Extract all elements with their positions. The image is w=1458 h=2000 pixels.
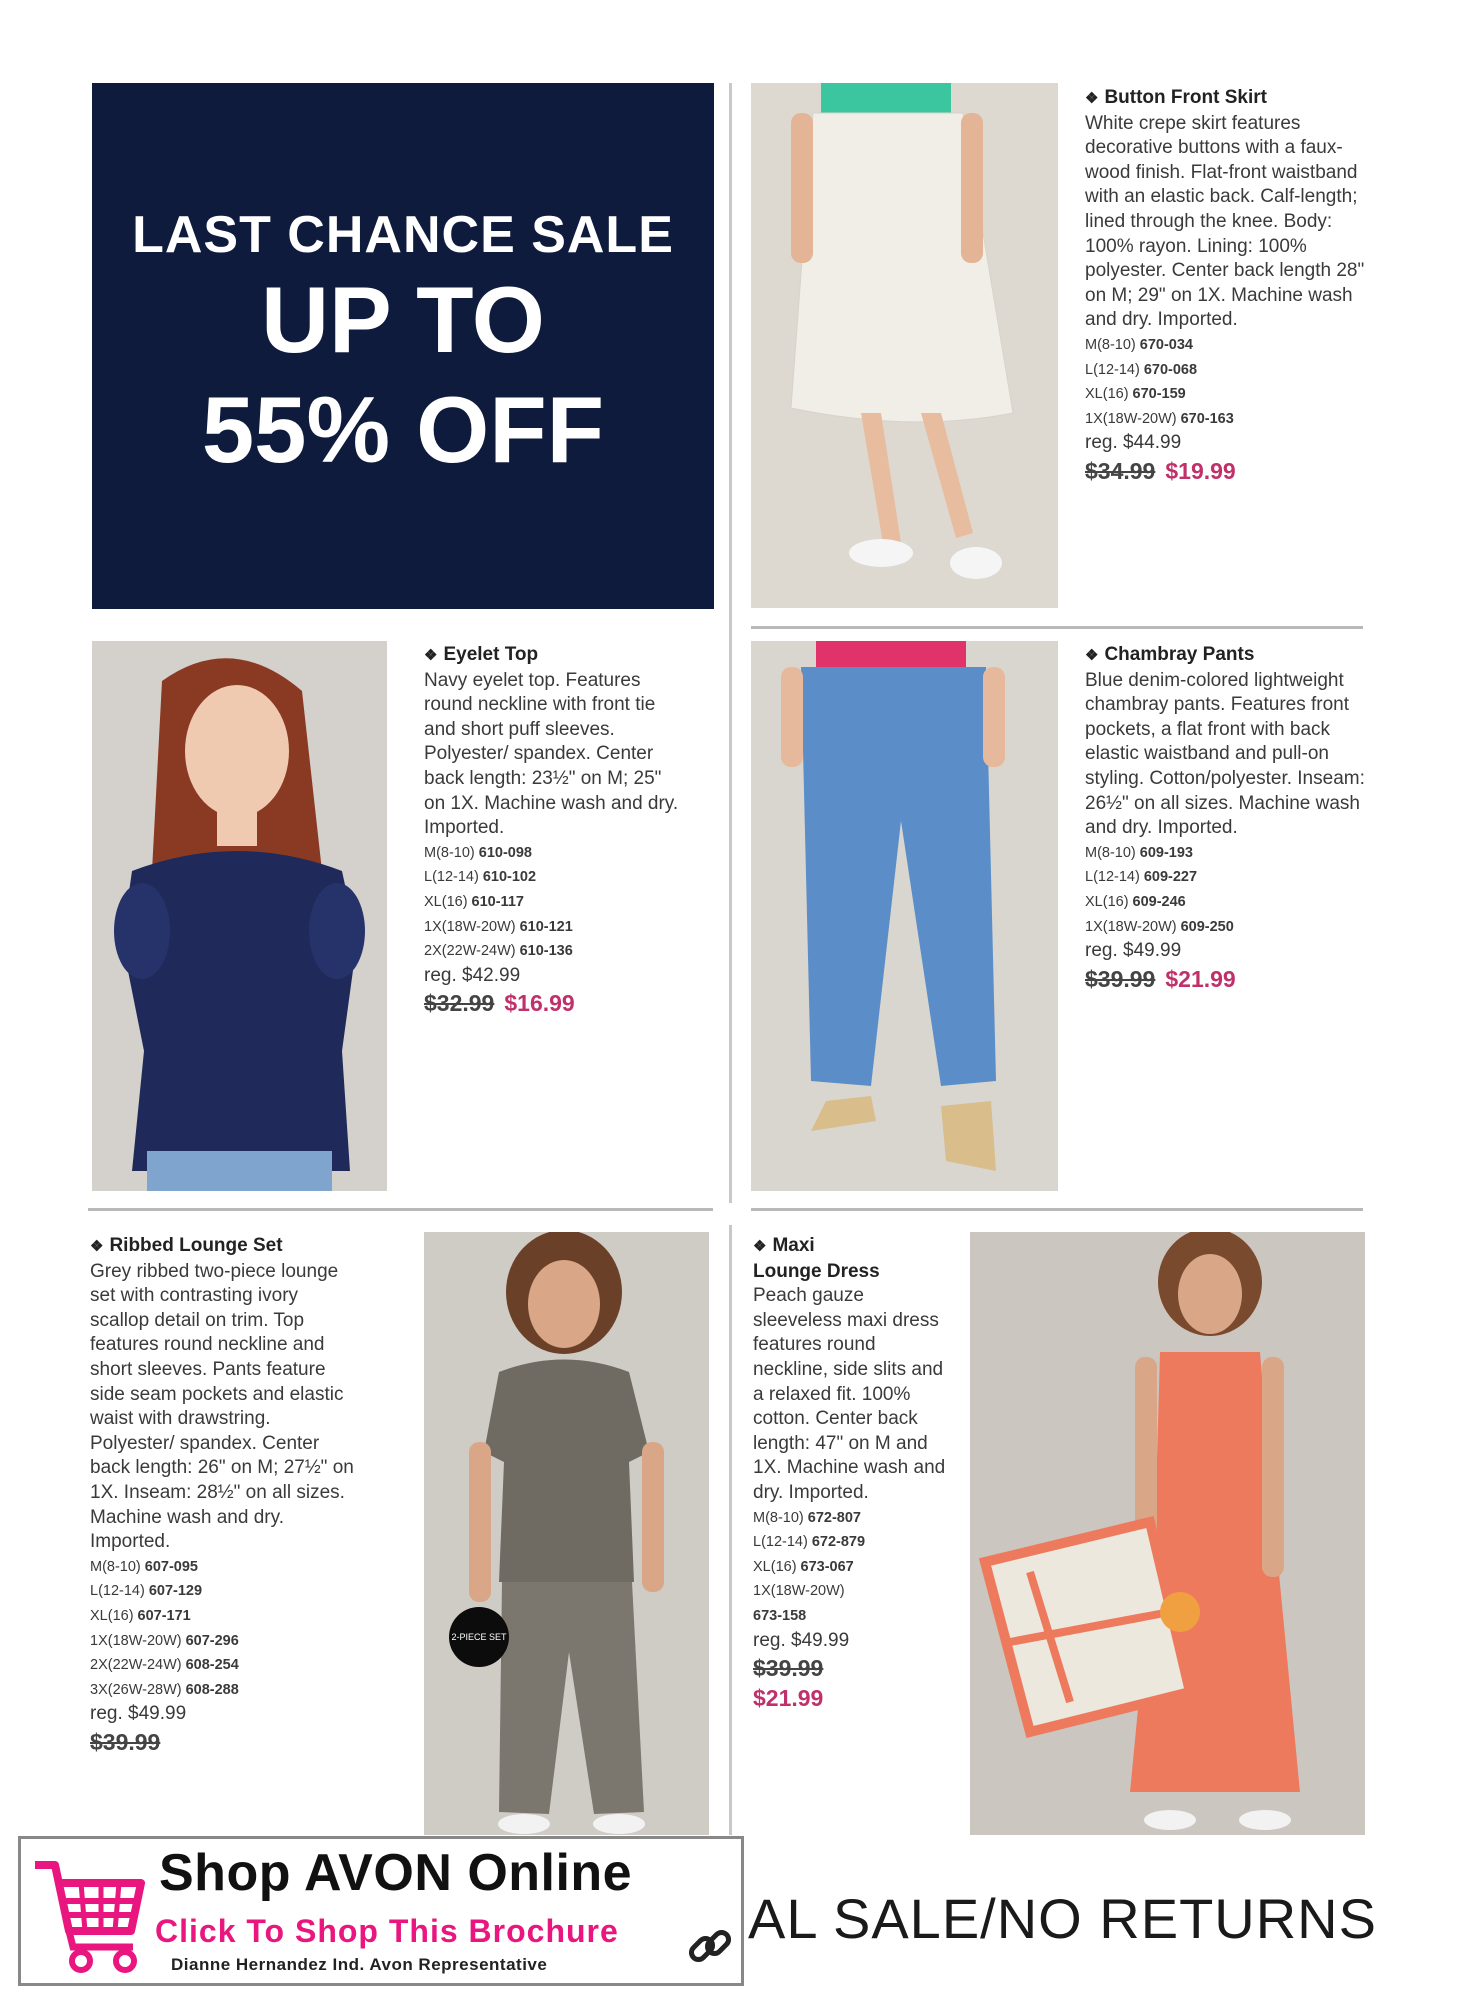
skirt-description: White crepe skirt features decorative buttons with a faux-wood finish. Flat-front waistband with an elastic back. Calf-length; lined through the knee. Body: 100% rayon. Lining: 100% polyester. Center back length 28" on M; 29" on 1X. Machine wash and dry. Imported. bbox=[1085, 112, 1365, 331]
lounge-regular-price: reg. $49.99 bbox=[90, 1703, 187, 1725]
sku-number: 608-288 bbox=[185, 1681, 239, 1698]
row-divider-right-1 bbox=[751, 626, 1363, 629]
size-label: XL(16) bbox=[753, 1558, 797, 1575]
banner-line-2: UP TO bbox=[261, 267, 545, 372]
size-row bbox=[90, 1579, 360, 1604]
chambray-size-list bbox=[1085, 841, 1375, 939]
eyelet-sale-price: $16.99 bbox=[504, 990, 575, 1017]
eyelet-regular-price: reg. $42.99 bbox=[424, 964, 521, 986]
shop-title: Shop AVON Online bbox=[159, 1844, 633, 1902]
lounge-set-photo[interactable] bbox=[424, 1232, 709, 1835]
size-label: 1X(18W-20W) bbox=[1085, 918, 1177, 935]
sku-number: 670-159 bbox=[1132, 386, 1186, 403]
size-row bbox=[1085, 841, 1375, 866]
skirt-regular-price: reg. $44.99 bbox=[1085, 432, 1182, 454]
final-sale-notice: AL SALE/NO RETURNS bbox=[748, 1887, 1377, 1950]
shop-online-box[interactable] bbox=[18, 1836, 744, 1986]
maxi-dress-details bbox=[753, 1234, 953, 1713]
size-label: 1X(18W-20W) bbox=[90, 1632, 182, 1649]
sku-number: 609-246 bbox=[1132, 893, 1186, 910]
size-row bbox=[1085, 865, 1375, 890]
chambray-price-row bbox=[1085, 964, 1375, 994]
sku-number: 607-129 bbox=[148, 1583, 203, 1600]
maxi-title-line-1: Maxi bbox=[772, 1235, 815, 1256]
size-row bbox=[1085, 407, 1375, 432]
lounge-title: Ribbed Lounge Set bbox=[109, 1235, 283, 1256]
row-divider-left bbox=[88, 1208, 713, 1211]
lounge-size-list bbox=[90, 1555, 360, 1703]
chambray-title: Chambray Pants bbox=[1104, 644, 1255, 665]
sku-number: 610-121 bbox=[519, 918, 573, 935]
skirt-details bbox=[1085, 86, 1375, 486]
skirt-title: Button Front Skirt bbox=[1104, 87, 1267, 108]
size-row bbox=[90, 1555, 360, 1580]
size-label: M(8-10) bbox=[424, 844, 475, 861]
size-row bbox=[90, 1604, 360, 1629]
diamond-bullet-icon: ❖ bbox=[90, 1238, 104, 1255]
size-label: L(12-14) bbox=[753, 1534, 808, 1551]
maxi-model-illustration bbox=[970, 1232, 1365, 1835]
banner-line-3: 55% OFF bbox=[201, 377, 605, 482]
sku-number: 673-158 bbox=[753, 1607, 807, 1624]
skirt-price-row bbox=[1085, 456, 1375, 486]
chambray-sale-price: $21.99 bbox=[1165, 965, 1236, 992]
skirt-old-price: $34.99 bbox=[1085, 457, 1156, 484]
size-row bbox=[90, 1629, 360, 1654]
size-row bbox=[424, 939, 684, 964]
sku-number: 672-807 bbox=[807, 1509, 861, 1526]
size-label: XL(16) bbox=[424, 893, 468, 910]
banner-line-1: LAST CHANCE SALE bbox=[132, 206, 674, 264]
maxi-sale-price: $21.99 bbox=[753, 1685, 824, 1712]
shopping-cart-icon bbox=[29, 1851, 149, 1976]
chambray-description: Blue denim-colored lightweight chambray pants. Features front pockets, a flat front with back elastic waistband and pull-on styling. Cotton/polyester. Inseam: 26½" on all sizes. Machine wash and dry. Imported. bbox=[1085, 669, 1365, 839]
sku-number: 607-095 bbox=[144, 1558, 198, 1575]
skirt-title-row bbox=[1085, 86, 1375, 112]
eyelet-size-list bbox=[424, 841, 684, 964]
size-row bbox=[1085, 382, 1375, 407]
maxi-title-line-2: Lounge Dress bbox=[753, 1260, 880, 1282]
size-row bbox=[1085, 358, 1375, 383]
chambray-details bbox=[1085, 643, 1375, 994]
size-row bbox=[424, 915, 684, 940]
eyelet-model-illustration bbox=[92, 641, 387, 1191]
size-label: M(8-10) bbox=[1085, 844, 1136, 861]
sku-number: 673-067 bbox=[800, 1558, 854, 1575]
diamond-bullet-icon: ❖ bbox=[1085, 90, 1099, 107]
eyelet-price-row bbox=[424, 988, 684, 1018]
size-label: 3X(26W-28W) bbox=[90, 1681, 182, 1698]
eyelet-old-price: $32.99 bbox=[424, 990, 495, 1017]
size-row bbox=[753, 1604, 953, 1629]
size-row bbox=[753, 1530, 953, 1555]
size-row bbox=[90, 1678, 360, 1703]
maxi-sale-price-row bbox=[753, 1683, 953, 1713]
maxi-description: Peach gauze sleeveless maxi dress features round neckline, side slits and a relaxed fit. 100% cotton. Center back length: 47" on M and 1X. Machine wash and dry. Imported. bbox=[753, 1285, 946, 1503]
column-divider-lower bbox=[729, 1225, 732, 1835]
size-row bbox=[90, 1653, 360, 1678]
size-label: M(8-10) bbox=[753, 1509, 804, 1526]
sku-number: 670-068 bbox=[1143, 361, 1198, 378]
chambray-old-price: $39.99 bbox=[1085, 965, 1156, 992]
skirt-model-illustration bbox=[751, 83, 1058, 608]
skirt-photo[interactable] bbox=[751, 83, 1058, 608]
size-label: M(8-10) bbox=[1085, 336, 1136, 353]
size-label: L(12-14) bbox=[1085, 361, 1140, 378]
chambray-title-row bbox=[1085, 643, 1375, 669]
size-label: 2X(22W-24W) bbox=[424, 943, 516, 960]
sale-banner bbox=[92, 83, 714, 609]
shop-brochure-link[interactable]: Click To Shop This Brochure bbox=[155, 1913, 619, 1949]
diamond-bullet-icon: ❖ bbox=[753, 1238, 767, 1255]
lounge-set-details bbox=[90, 1234, 360, 1757]
size-row bbox=[424, 890, 684, 915]
row-divider-right-2 bbox=[751, 1208, 1363, 1211]
maxi-regular-price: reg. $49.99 bbox=[753, 1629, 850, 1651]
two-piece-set-badge bbox=[449, 1607, 509, 1667]
size-label: 1X(18W-20W) bbox=[1085, 410, 1177, 427]
diamond-bullet-icon: ❖ bbox=[1085, 647, 1099, 664]
size-row bbox=[424, 841, 684, 866]
size-label: XL(16) bbox=[1085, 386, 1129, 403]
sku-number: 670-034 bbox=[1139, 336, 1193, 353]
eyelet-top-photo[interactable] bbox=[92, 641, 387, 1191]
representative-name: Dianne Hernandez Ind. Avon Representative bbox=[171, 1955, 548, 1974]
size-label: 1X(18W-20W) bbox=[424, 918, 516, 935]
size-row bbox=[753, 1506, 953, 1531]
maxi-old-price: $39.99 bbox=[753, 1655, 824, 1682]
sku-number: 610-098 bbox=[478, 844, 532, 861]
sku-number: 670-163 bbox=[1180, 410, 1234, 427]
sku-number: 610-117 bbox=[471, 893, 524, 910]
chambray-regular-price: reg. $49.99 bbox=[1085, 940, 1182, 962]
size-row bbox=[753, 1555, 953, 1580]
sku-number: 672-879 bbox=[811, 1534, 866, 1551]
lounge-description: Grey ribbed two-piece lounge set with contrasting ivory scallop detail on trim. Top features round neckline and short sleeves. Pants feature side seam pockets and elastic waist with drawstring. Polyester/ spandex. Center back length: 26" on M; 27½" on 1X. Inseam: 28½" on all sizes. Machine wash and dry. Imported. bbox=[90, 1260, 354, 1553]
badge-label: 2-PIECE SET bbox=[451, 1632, 507, 1642]
size-label: 1X(18W-20W) bbox=[753, 1583, 845, 1600]
eyelet-title: Eyelet Top bbox=[443, 644, 539, 665]
size-row bbox=[753, 1579, 953, 1604]
size-row bbox=[1085, 915, 1375, 940]
size-row bbox=[1085, 890, 1375, 915]
size-label: L(12-14) bbox=[424, 869, 479, 886]
diamond-bullet-icon: ❖ bbox=[424, 647, 438, 664]
sku-number: 609-193 bbox=[1139, 844, 1193, 861]
sku-number: 609-227 bbox=[1143, 869, 1198, 886]
lounge-model-illustration bbox=[424, 1232, 709, 1835]
maxi-title-row bbox=[753, 1234, 953, 1260]
size-label: XL(16) bbox=[90, 1607, 134, 1624]
skirt-sale-price: $19.99 bbox=[1165, 457, 1236, 484]
sku-number: 607-171 bbox=[137, 1607, 191, 1624]
eyelet-title-row bbox=[424, 643, 684, 669]
skirt-size-list bbox=[1085, 333, 1375, 431]
size-row bbox=[1085, 333, 1375, 358]
size-label: 2X(22W-24W) bbox=[90, 1657, 182, 1674]
sku-number: 609-250 bbox=[1180, 918, 1234, 935]
lounge-old-price: $39.99 bbox=[90, 1728, 161, 1755]
size-label: XL(16) bbox=[1085, 893, 1129, 910]
sku-number: 608-254 bbox=[185, 1657, 239, 1674]
size-label: M(8-10) bbox=[90, 1558, 141, 1575]
lounge-title-row bbox=[90, 1234, 360, 1260]
eyelet-details bbox=[424, 643, 684, 1018]
chain-link-icon[interactable] bbox=[686, 1922, 734, 1970]
sku-number: 610-136 bbox=[519, 943, 573, 960]
maxi-old-price-row bbox=[753, 1653, 953, 1683]
chambray-model-illustration bbox=[751, 641, 1058, 1191]
chambray-pants-photo[interactable] bbox=[751, 641, 1058, 1191]
column-divider bbox=[729, 83, 732, 1203]
size-label: L(12-14) bbox=[90, 1583, 145, 1600]
lounge-price-row bbox=[90, 1727, 360, 1757]
eyelet-description: Navy eyelet top. Features round neckline with front tie and short puff sleeves. Polyester/ spandex. Center back length: 23½" on M; 25" on 1X. Machine wash and dry. Imported. bbox=[424, 669, 679, 839]
maxi-dress-photo[interactable] bbox=[970, 1232, 1365, 1835]
size-row bbox=[424, 865, 684, 890]
maxi-size-list bbox=[753, 1506, 953, 1629]
size-label: L(12-14) bbox=[1085, 869, 1140, 886]
sku-number: 607-296 bbox=[185, 1632, 239, 1649]
sku-number: 610-102 bbox=[482, 869, 537, 886]
